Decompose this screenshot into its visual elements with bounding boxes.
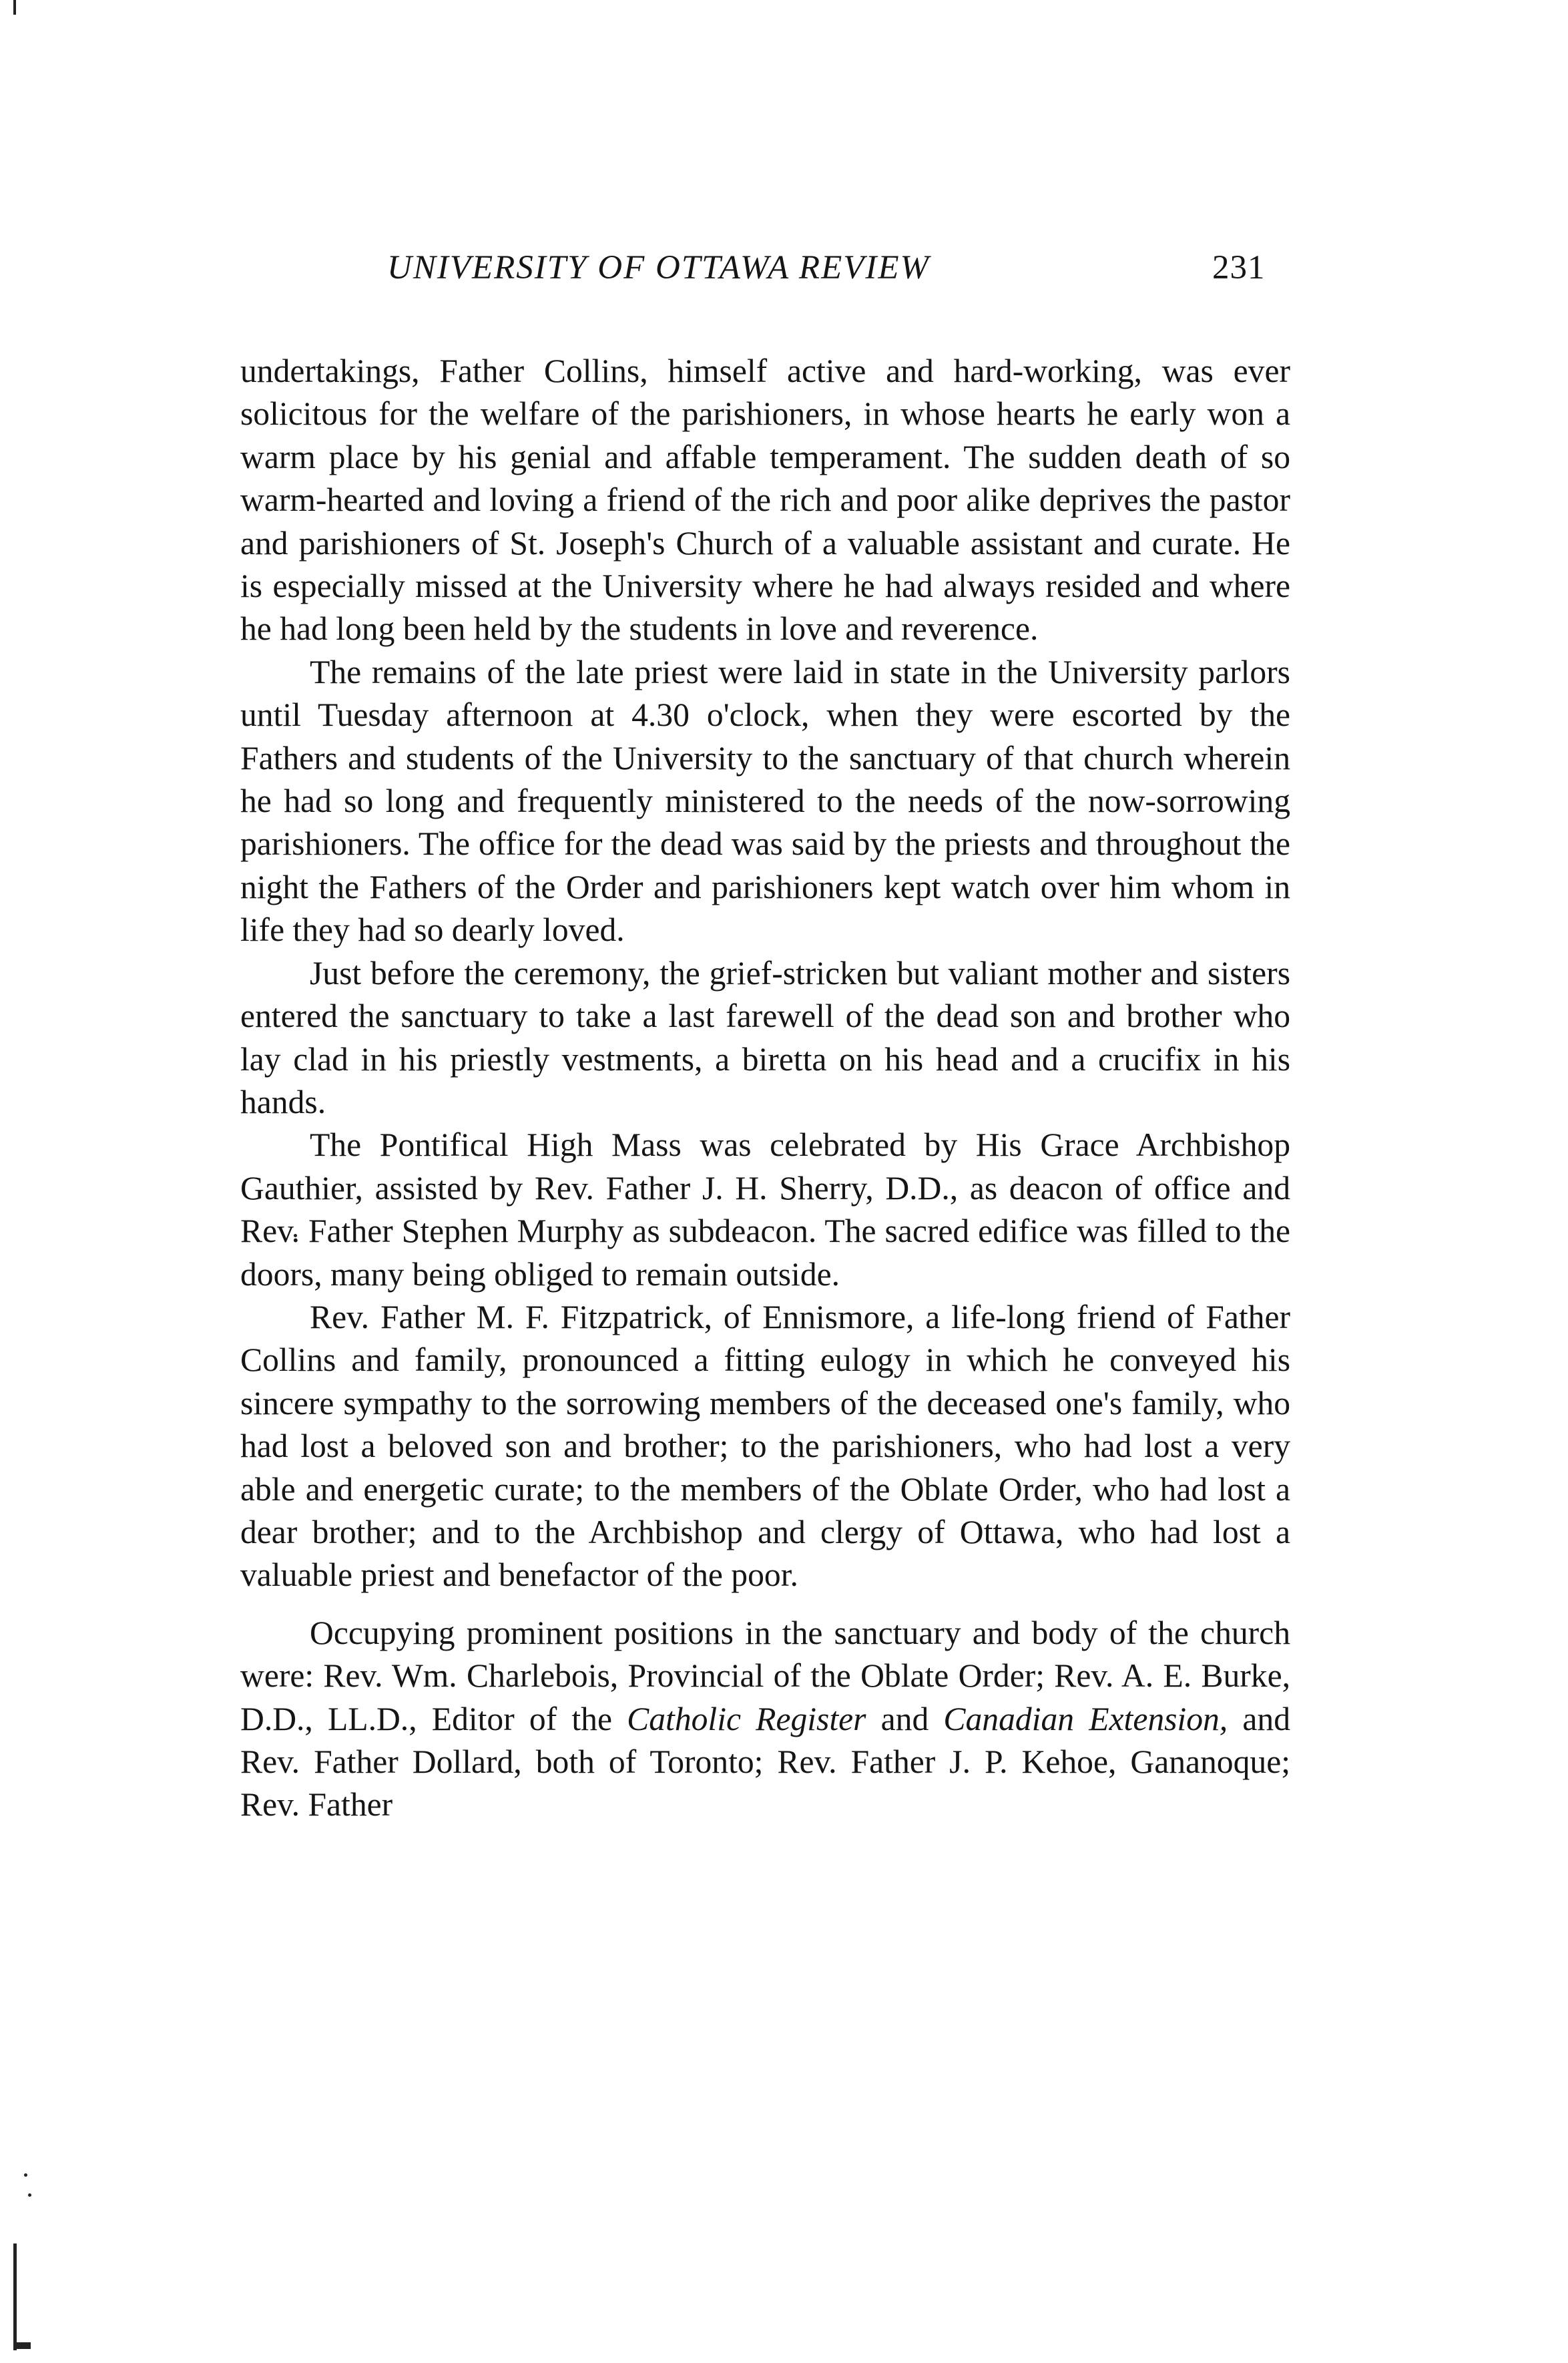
paragraph: undertakings, Father Collins, himself active and hard-working, was ever solicitous for the welfare of the parishioners, in whose hearts he early won a warm place by his genial and affable temperament. The sudden death of so warm-hearted and loving a friend of the rich and poor alike deprives the pastor and parishioners of St. Joseph's Church of a valuable assistant and curate. He is especially missed at the University where he had always resided and where he had long been held by the students in love and reverence. xyxy=(240,353,1290,648)
running-title: UNIVERSITY OF OTTAWA REVIEW xyxy=(387,249,930,286)
body-text xyxy=(240,350,1290,1827)
scan-artifact-speck xyxy=(28,2193,31,2197)
paragraph-text: Occupying prominent positions in the sanctuary and body of the church were: Rev. Wm. Charlebois, Provincial of the Oblate Order; Rev. A. E. Burke, D.D., LL.D., Editor of the xyxy=(240,1614,1290,1737)
scan-artifact-speck xyxy=(24,2173,27,2177)
publication-title: Catholic Register xyxy=(627,1700,866,1737)
paragraph: The Pontifical High Mass was celebrated by His Grace Archbishop Gauthier, assisted by Rev. Father J. H. Sherry, D.D., as deacon of office and Rev. Father Stephen Murphy as subdeacon. The sacred edifice was filled to the doors, many being obliged to remain outside. xyxy=(240,1126,1290,1293)
paragraph-text: and Rev. Father Dollard, both of Toronto; Rev. Father J. P. Kehoe, Gananoque; Rev. Father xyxy=(240,1700,1290,1823)
publication-title: Canadian Extension, xyxy=(943,1700,1228,1737)
paragraph: Just before the ceremony, the grief-stricken but valiant mother and sisters entered the sanctuary to take a last farewell of the dead son and brother who lay clad in his priestly vestments, a biretta on his head and a crucifix in his hands. xyxy=(240,954,1290,1120)
paragraph: Rev. Father M. F. Fitzpatrick, of Ennismore, a life-long friend of Father Collins and family, pronounced a fitting eulogy in which he conveyed his sincere sympathy to the sorrowing members of the deceased one's family, who had lost a beloved son and brother; to the parishioners, who had lost a very able and energetic curate; to the members of the Oblate Order, who had lost a dear brother; and to the Archbishop and clergy of Ottawa, who had lost a valuable priest and benefactor of the poor. xyxy=(240,1298,1290,1594)
scan-artifact-top xyxy=(13,0,16,15)
paragraph xyxy=(240,1612,1290,1827)
scan-artifact-binding-foot xyxy=(13,2342,31,2349)
paragraph: The remains of the late priest were laid in state in the University parlors until Tuesday afternoon at 4.30 o'clock, when they were escorted by the Fathers and students of the University to the sanctuary of that church wherein he had so long and frequently ministered to the needs of the now-sorrowing parishioners. The office for the dead was said by the priests and throughout the night the Fathers of the Order and parishioners kept watch over him whom in life they had so dearly loved. xyxy=(240,653,1290,949)
page-number: 231 xyxy=(1212,249,1266,286)
paragraph-text: and xyxy=(866,1700,944,1737)
scan-artifact-binding-edge xyxy=(13,2243,17,2350)
